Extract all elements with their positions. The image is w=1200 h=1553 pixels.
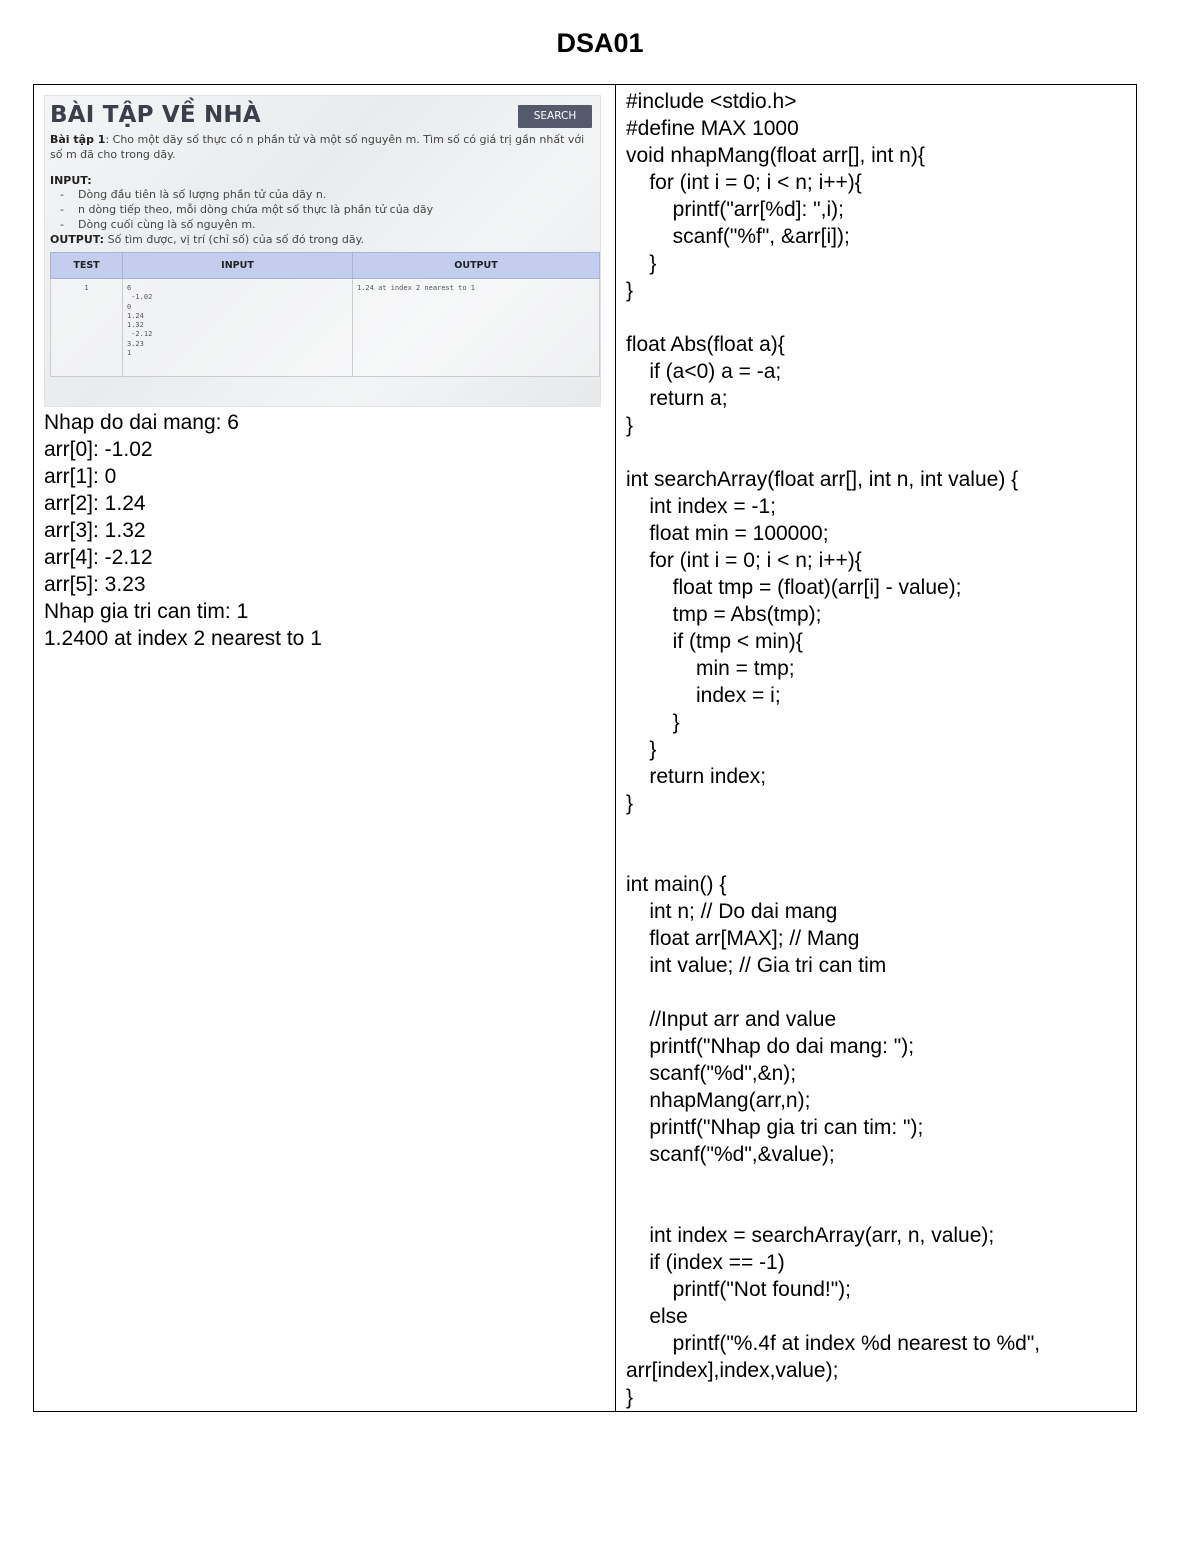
search-button[interactable]: SEARCH (518, 105, 592, 128)
code-line: float tmp = (float)(arr[i] - value); (626, 576, 962, 599)
console-line: arr[1]: 0 (44, 465, 117, 488)
code-line (626, 979, 1136, 1006)
code-line: //Input arr and value (626, 1008, 837, 1031)
list-item: - Dòng đầu tiên là số lượng phần tử của dãy n. (60, 187, 596, 202)
exercise-label: Bài tập 1 (50, 133, 106, 146)
code-line: scanf("%d",&n); (626, 1062, 797, 1085)
exercise-text: : Cho một dãy số thực có n phần tử và một số nguyên m. Tìm số có giá trị gần nhất với số m đã cho trong dãy. (50, 133, 585, 161)
table-header-output: OUTPUT (353, 253, 600, 279)
code-column (616, 85, 1136, 1411)
code-line: #define MAX 1000 (626, 117, 799, 140)
code-line: printf("Nhap gia tri can tim: "); (626, 1116, 924, 1139)
exercise-description (50, 132, 596, 162)
code-line: int index = searchArray(arr, n, value); (626, 1224, 995, 1247)
code-line (626, 1168, 1136, 1195)
code-line: for (int i = 0; i < n; i++){ (626, 171, 862, 194)
table-header-input: INPUT (123, 253, 353, 279)
homework-title: BÀI TẬP VỀ NHÀ (50, 102, 261, 128)
homework-screenshot (44, 95, 601, 407)
code-line: } (626, 252, 657, 275)
console-line: arr[3]: 1.32 (44, 519, 146, 542)
content-table (33, 84, 1137, 1412)
console-line: arr[4]: -2.12 (44, 546, 153, 569)
code-line (626, 1195, 1136, 1222)
code-line: printf("Nhap do dai mang: "); (626, 1035, 915, 1058)
code-line: } (626, 792, 634, 815)
code-line: } (626, 1386, 634, 1409)
code-line: arr[index],index,value); (626, 1359, 839, 1382)
test-table (50, 252, 600, 377)
document-title: DSA01 (556, 28, 644, 58)
code-line (626, 844, 1136, 871)
code-line: if (index == -1) (626, 1251, 785, 1274)
console-line: 1.2400 at index 2 nearest to 1 (44, 627, 322, 650)
code-line: scanf("%d",&value); (626, 1143, 835, 1166)
console-line: Nhap do dai mang: 6 (44, 411, 239, 434)
console-output (44, 409, 605, 652)
code-line (626, 304, 1136, 331)
table-cell-output: 1.24 at index 2 nearest to 1 (353, 279, 600, 377)
code-line: return index; (626, 765, 767, 788)
output-text: Số tìm được, vị trí (chỉ số) của số đó trong dãy. (104, 233, 365, 246)
code-line: nhapMang(arr,n); (626, 1089, 811, 1112)
code-line: } (626, 711, 680, 734)
code-line: if (a<0) a = -a; (626, 360, 782, 383)
list-item: - n dòng tiếp theo, mỗi dòng chứa một số thực là phần tử của dãy (60, 202, 596, 217)
output-column (34, 85, 616, 1411)
console-line: Nhap gia tri can tim: 1 (44, 600, 249, 623)
code-line: printf("Not found!"); (626, 1278, 851, 1301)
table-row (51, 279, 600, 377)
code-line: void nhapMang(float arr[], int n){ (626, 144, 925, 167)
code-line: } (626, 279, 634, 302)
source-code (626, 88, 1136, 1411)
table-cell-test: 1 (51, 279, 123, 377)
output-label: OUTPUT: (50, 233, 105, 246)
code-line: int searchArray(float arr[], int n, int value) { (626, 468, 1019, 491)
code-line (626, 817, 1136, 844)
code-line: if (tmp < min){ (626, 630, 803, 653)
code-line: int index = -1; (626, 495, 776, 518)
code-line: else (626, 1305, 688, 1328)
code-line: min = tmp; (626, 657, 795, 680)
console-line: arr[5]: 3.23 (44, 573, 146, 596)
code-line: return a; (626, 387, 728, 410)
code-line: } (626, 414, 634, 437)
code-line: int value; // Gia tri can tim (626, 954, 887, 977)
table-cell-input: 6 -1.02 0 1.24 1.32 -2.12 3.23 1 (123, 279, 353, 377)
console-line: arr[0]: -1.02 (44, 438, 153, 461)
code-line: scanf("%f", &arr[i]); (626, 225, 850, 248)
input-label: INPUT: (50, 174, 92, 187)
list-item: - Dòng cuối cùng là số nguyên m. (60, 217, 596, 232)
code-line: printf("arr[%d]: ",i); (626, 198, 844, 221)
output-description (50, 232, 596, 247)
console-line: arr[2]: 1.24 (44, 492, 146, 515)
code-line: float min = 100000; (626, 522, 829, 545)
code-line: int main() { (626, 873, 727, 896)
code-line: for (int i = 0; i < n; i++){ (626, 549, 862, 572)
code-line: printf("%.4f at index %d nearest to %d", (626, 1332, 1041, 1355)
code-line: float Abs(float a){ (626, 333, 785, 356)
code-line (626, 439, 1136, 466)
code-line: int n; // Do dai mang (626, 900, 838, 923)
code-line: float arr[MAX]; // Mang (626, 927, 860, 950)
input-description-list (60, 187, 596, 232)
code-line: index = i; (626, 684, 781, 707)
code-line: } (626, 738, 657, 761)
code-line: tmp = Abs(tmp); (626, 603, 822, 626)
table-header-test: TEST (51, 253, 123, 279)
code-line: #include <stdio.h> (626, 90, 797, 113)
